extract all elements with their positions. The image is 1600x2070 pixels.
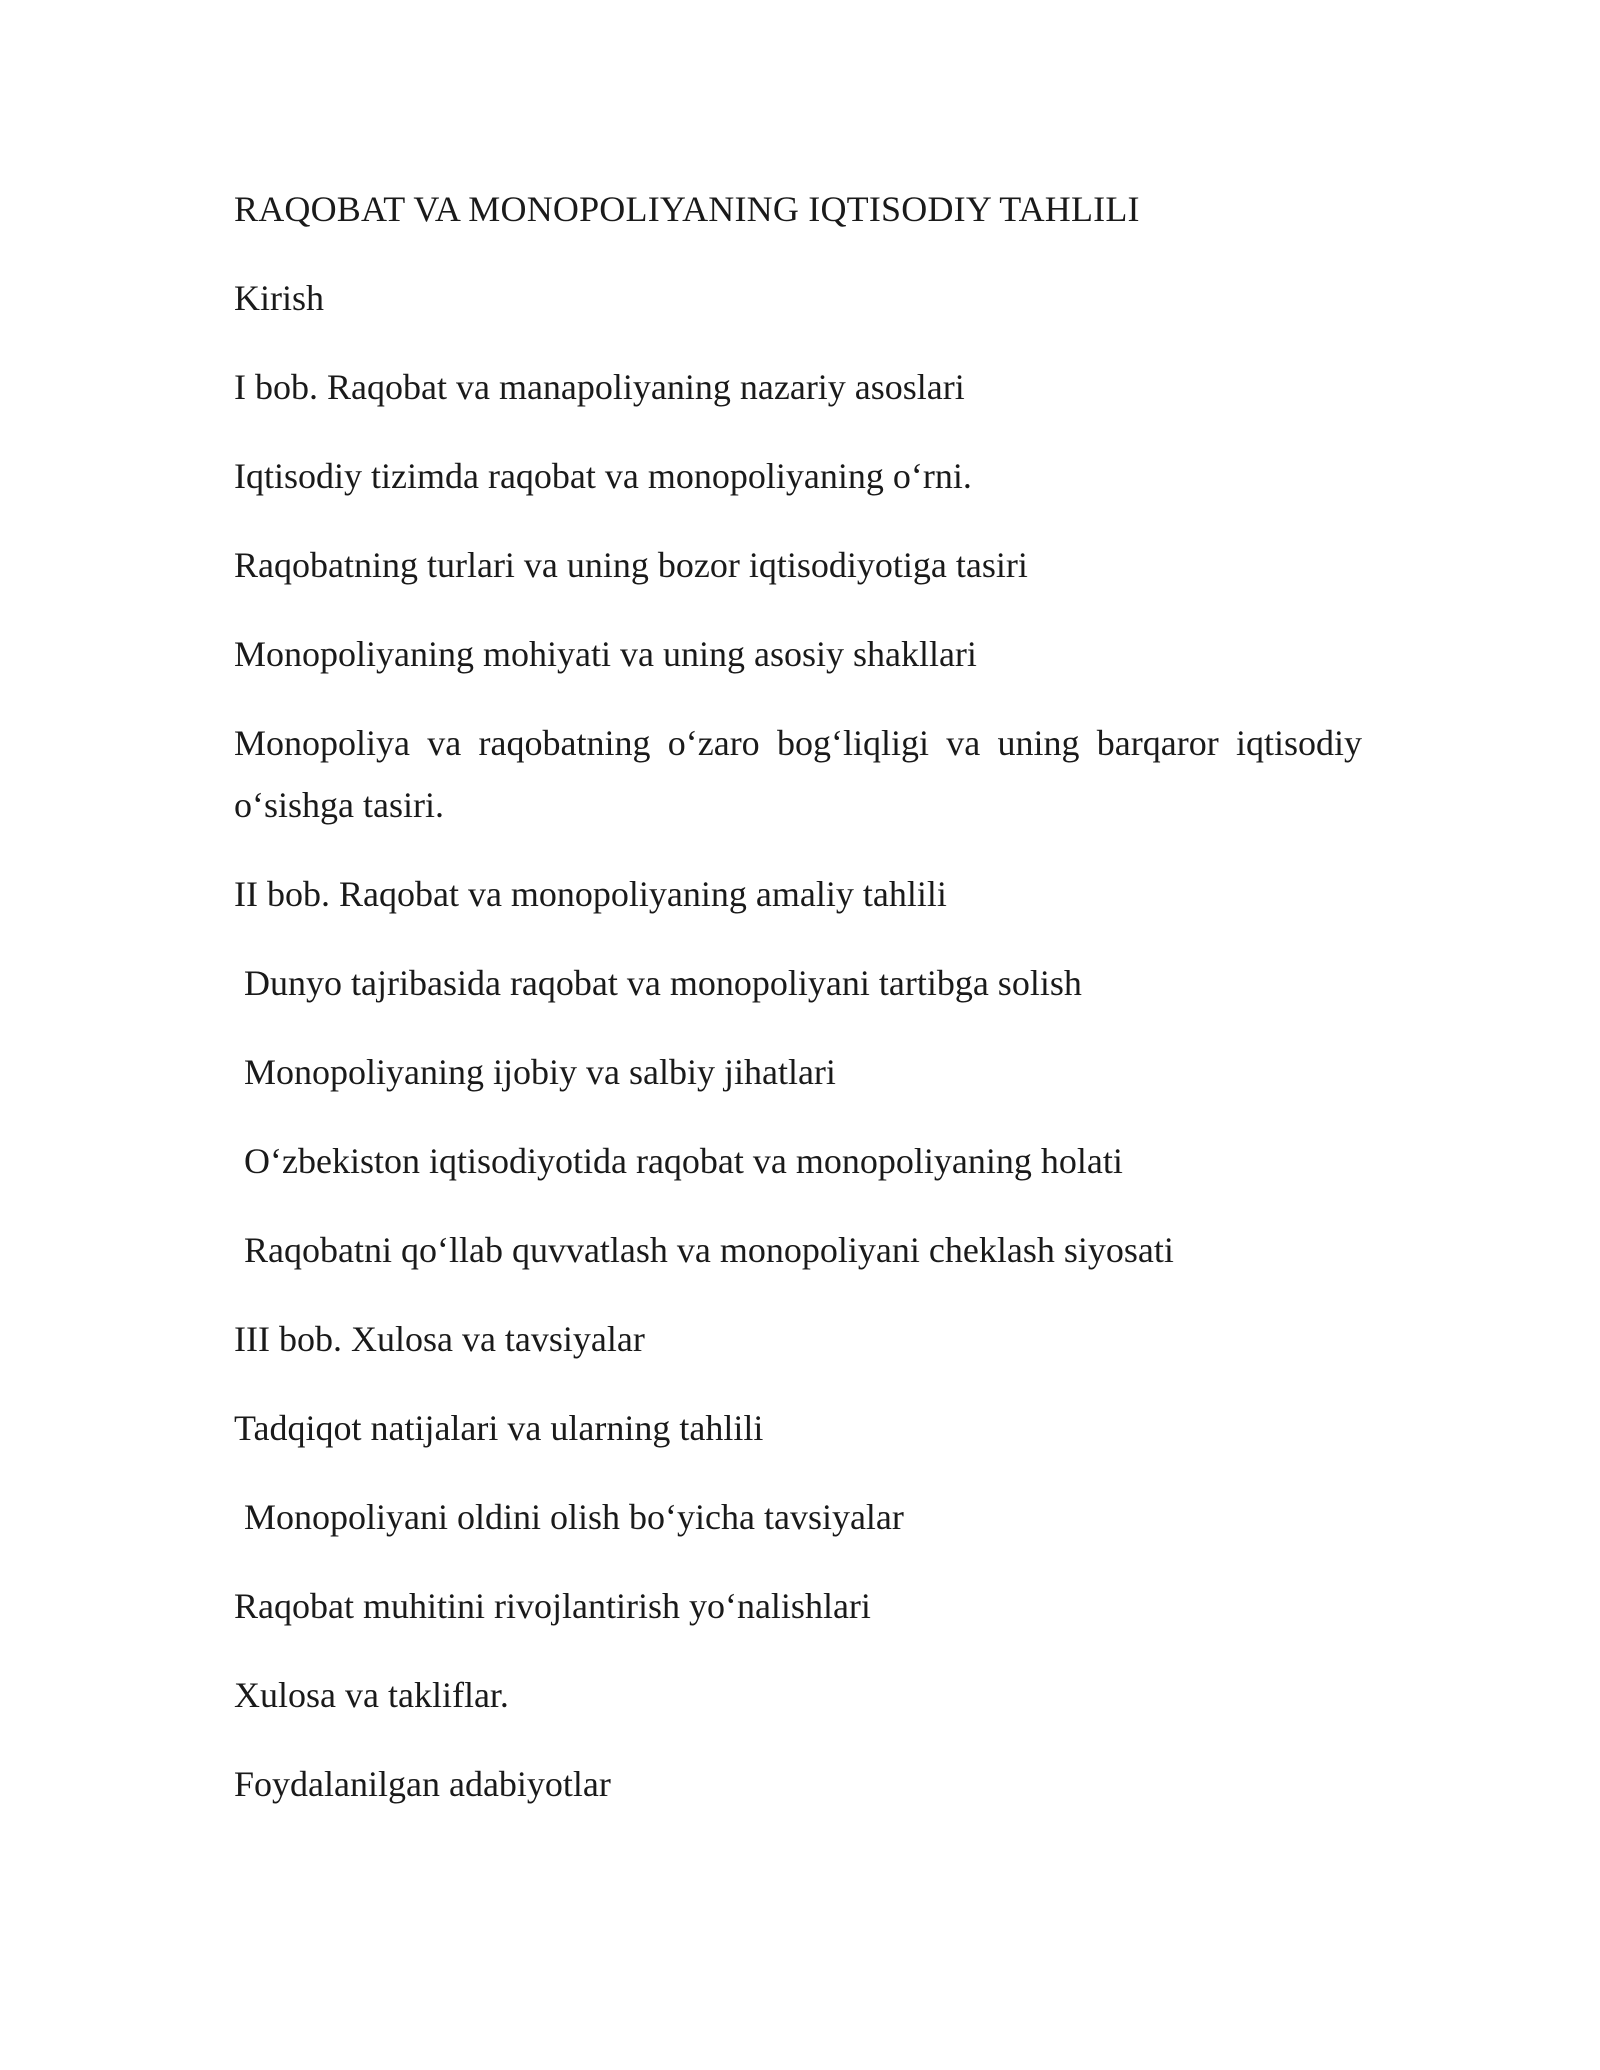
toc-item: Tadqiqot natijalari va ularning tahlili [234,1408,764,1448]
toc-chapter-2: II bob. Raqobat va monopoliyaning amaliy tahlili [234,874,947,914]
toc-item: Dunyo tajribasida raqobat va monopoliyani tartibga solish [244,963,1082,1003]
toc-item: O‘zbekiston iqtisodiyotida raqobat va monopoliyaning holati [244,1141,1123,1181]
toc-item: Raqobatning turlari va uning bozor iqtisodiyotiga tasiri [234,545,1028,585]
toc-item-conclusion: Xulosa va takliflar. [234,1675,509,1715]
table-of-contents [234,178,1362,1842]
toc-item: Iqtisodiy tizimda raqobat va monopoliyaning o‘rni. [234,456,972,496]
document-title: RAQOBAT VA MONOPOLIYANING IQTISODIY TAHLILI [234,189,1140,229]
toc-item-references: Foydalanilgan adabiyotlar [234,1764,611,1804]
toc-item-introduction: Kirish [234,278,324,318]
toc-chapter-1: I bob. Raqobat va manapoliyaning nazariy asoslari [234,367,965,407]
toc-item: Monopoliya va raqobatning o‘zaro bog‘liqligi va uning barqaror iqtisodiy o‘sishga tasiri. [234,723,1362,825]
toc-item: Monopoliyaning mohiyati va uning asosiy shakllari [234,634,977,674]
toc-item: Raqobatni qo‘llab quvvatlash va monopoliyani cheklash siyosati [244,1230,1174,1270]
toc-item: Raqobat muhitini rivojlantirish yo‘nalishlari [234,1586,871,1626]
toc-item: Monopoliyaning ijobiy va salbiy jihatlari [244,1052,836,1092]
toc-item: Monopoliyani oldini olish bo‘yicha tavsiyalar [244,1497,904,1537]
toc-chapter-3: III bob. Xulosa va tavsiyalar [234,1319,645,1359]
